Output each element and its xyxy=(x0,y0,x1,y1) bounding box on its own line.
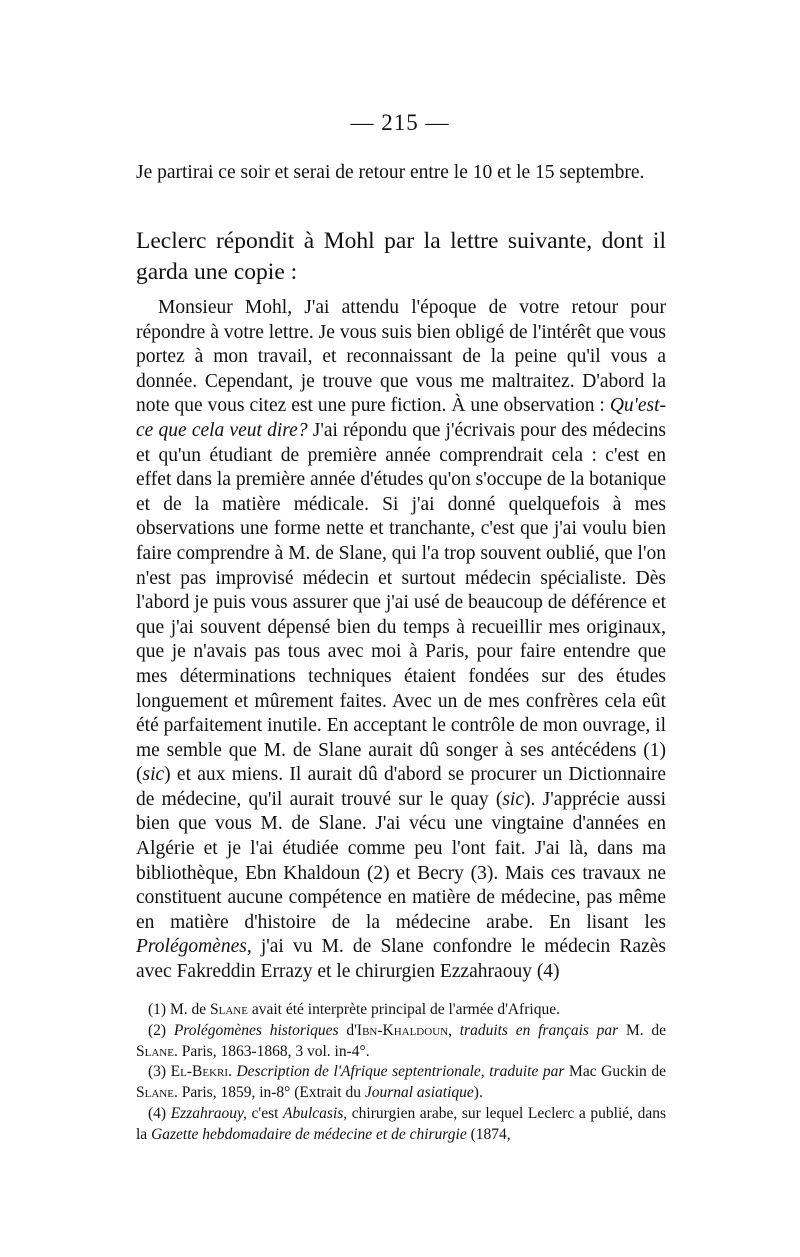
footnote-3: (3) El-Bekri. Description de l'Afrique septentrionale, traduite par Mac Guckin de Slane. Paris, 1859, in-8° (Extrait du Journal asiatique). xyxy=(136,1063,666,1102)
intro-paragraph: Leclerc répondit à Mohl par la lettre suivante, dont il garda une copie : xyxy=(136,228,666,285)
letter-text-4: ). J'apprécie aussi bien que vous M. de Slane. J'ai vécu une vingtaine d'années en Algérie et je l'ai étudiée comme peu l'ont fait. J'ai là, dans ma bibliothèque, Ebn Khaldoun (2) et Becry (3). Mais ces travaux ne constituent aucune compétence en matière de médecine, pas même en matière d'histoire de la médecine arabe. En lisant les xyxy=(136,788,666,933)
sic-note-1: sic xyxy=(142,764,165,786)
letter-text-3: ) et aux miens. Il aurait dû d'abord se procurer un Dictionnaire de médecine, qu'il aurait trouvé sur le quay ( xyxy=(136,764,666,810)
letter-text-2: J'ai répondu que j'écrivais pour des médecins et qu'un étudiant de première année comprendrait cela : c'est en effet dans la première année d'études qu'on s'occupe de la botanique et de la matière médicale. Si j'ai donné quelquefois à mes observations une forme nette et tranchante, c'est que j'ai voulu bien faire comprendre à M. de Slane, qui l'a trop souvent oublié, que l'on n'est pas improvisé médecin et surtout médecin spécialiste. Dès l'abord je puis vous assurer que j'ai usé de beaucoup de déférence et que j'ai souvent dépensé bien du temps à recueillir mes originaux, que je n'avais pas tous avec moi à Paris, pour faire entendre que mes déterminations techniques étaient fondées sur des études longuement et mûrement faites. Avec un de mes confrères cela eût été parfaitement inutile. En acceptant le contrôle de mon ouvrage, il me semble que M. de Slane aurait dû songer à ses antécédens (1) ( xyxy=(136,419,667,786)
letter-quote: Qu'est-ce que cela veut dire? xyxy=(136,395,666,441)
opening-paragraph: Je partirai ce soir et serai de retour entre le 10 et le 15 septembre. xyxy=(136,162,645,183)
letter-text-5: j'ai vu M. de Slane confondre le médecin Razès avec Fakreddin Errazy et le chirurgien Ezzahraouy (4) xyxy=(136,936,666,983)
footnote-1: (1) M. de Slane avait été interprète principal de l'armée d'Afrique. xyxy=(148,1001,560,1018)
letter-body xyxy=(136,296,666,985)
footnotes xyxy=(136,1000,666,1146)
footnote-4: (4) Ezzahraouy, c'est Abulcasis, chirurgien arabe, sur lequel Leclerc a publié, dans la Gazette hebdomadaire de médecine et de chirurgie (1874, xyxy=(136,1104,667,1143)
page-number: — 215 — xyxy=(350,110,450,135)
footnote-2: (2) Prolégomènes historiques d'Ibn-Khaldoun, traduits en français par M. de Slane. Paris, 1863-1868, 3 vol. in-4°. xyxy=(136,1021,667,1060)
letter-paragraph xyxy=(136,296,666,985)
sic-note-2: sic xyxy=(502,788,524,810)
prolegomenes-title: Prolégomènes, xyxy=(136,936,252,958)
letter-text-1: Monsieur Mohl, J'ai attendu l'époque de votre retour pour répondre à votre lettre. Je vous suis bien obligé de l'intérêt que vous portez à mon travail, et reconnaissant de la peine qu'il vous a donnée. Cependant, je trouve que vous me maltraitez. D'abord la note que vous citez est une pure fiction. À une observation : xyxy=(136,297,666,417)
